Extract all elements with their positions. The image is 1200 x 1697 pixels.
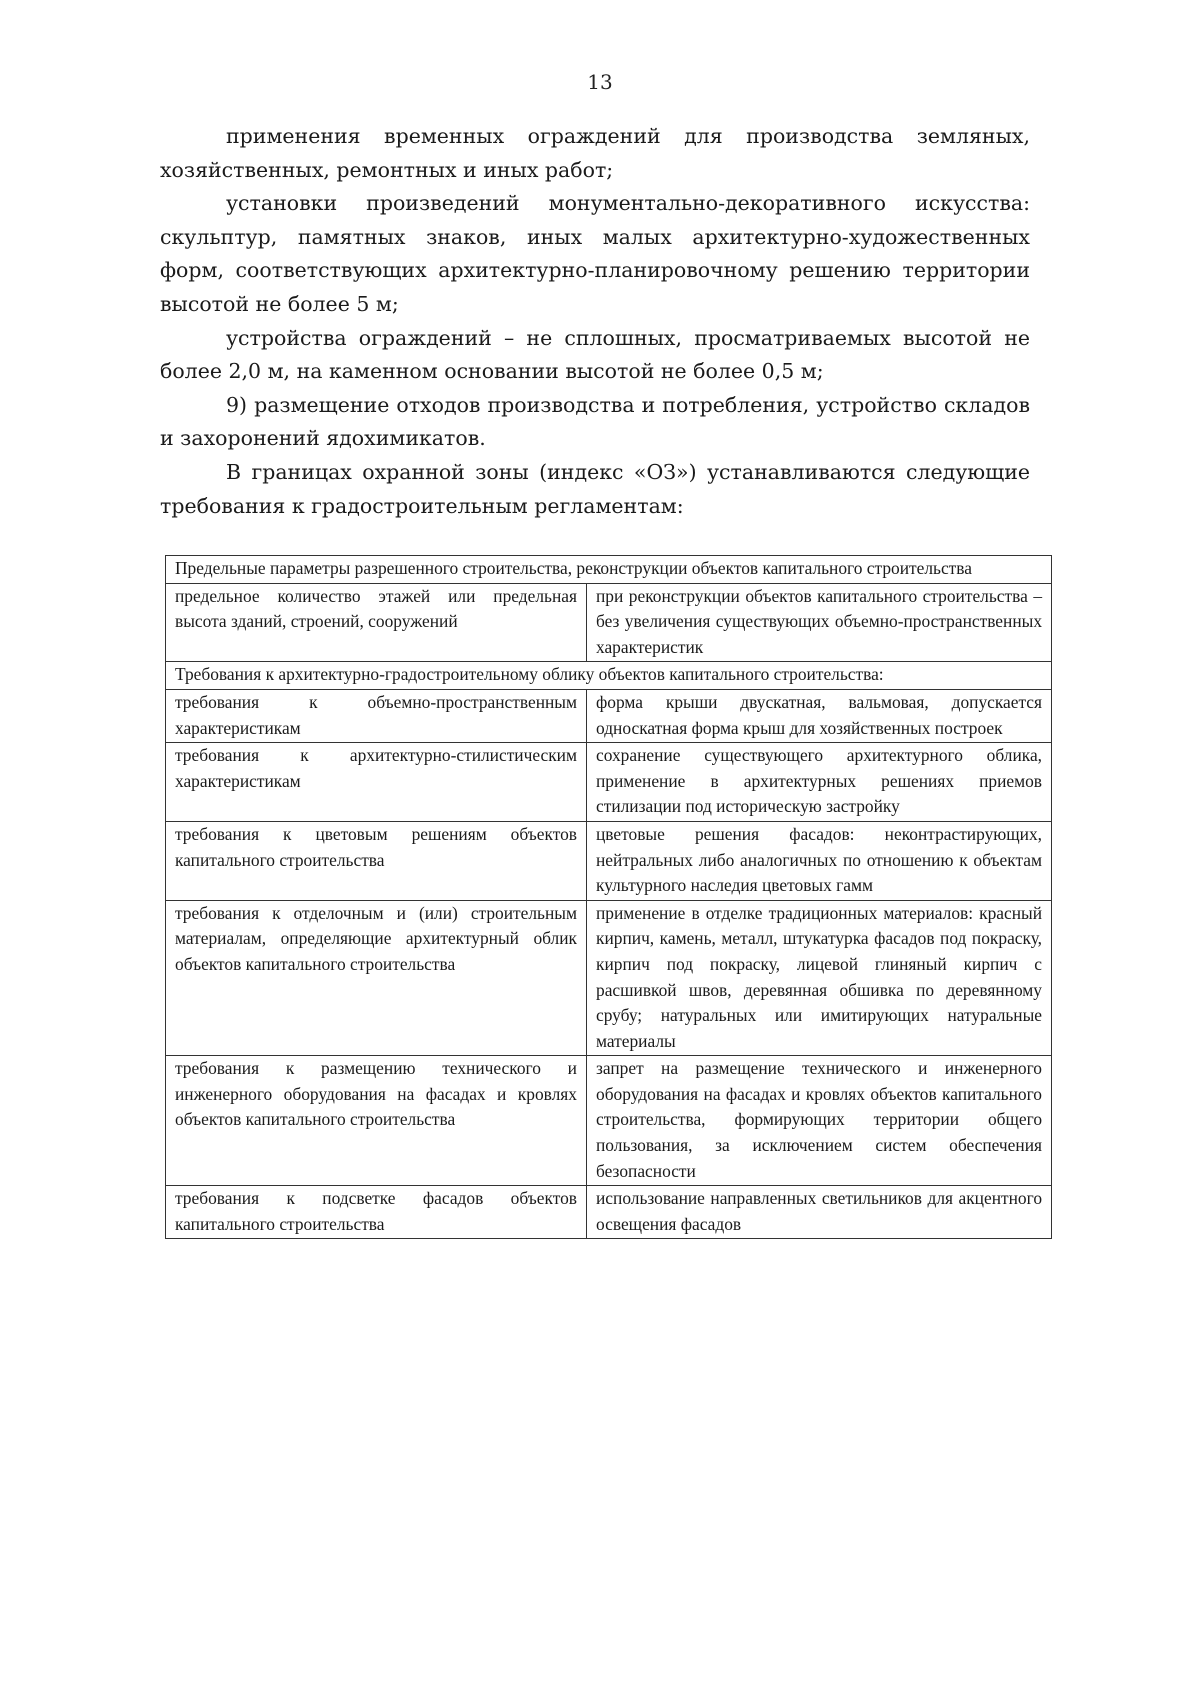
table-row bbox=[166, 821, 1052, 900]
table-cell-label: предельное количество этажей или предельная высота зданий, строений, сооружений bbox=[166, 583, 587, 662]
table-cell-label: требования к отделочным и (или) строительным материалам, определяющие архитектурный облик объектов капитального строительства bbox=[166, 900, 587, 1056]
table-cell-value: использование направленных светильников для акцентного освещения фасадов bbox=[587, 1186, 1052, 1239]
table-section-header: Требования к архитектурно-градостроительному облику объектов капитального строительства: bbox=[166, 662, 1052, 690]
body-text bbox=[160, 120, 1030, 523]
table-cell-value: сохранение существующего архитектурного облика, применение в архитектурных решениях приемов стилизации под историческую застройку bbox=[587, 743, 1052, 822]
table-row bbox=[166, 689, 1052, 742]
table-cell-label: требования к подсветке фасадов объектов капитального строительства bbox=[166, 1186, 587, 1239]
table-cell-value: при реконструкции объектов капитального строительства – без увеличения существующих объемно-пространственных характеристик bbox=[587, 583, 1052, 662]
table-cell-label: требования к объемно-пространственным характеристикам bbox=[166, 689, 587, 742]
table-row bbox=[166, 583, 1052, 662]
table-cell-label: требования к размещению технического и инженерного оборудования на фасадах и кровлях объектов капитального строительства bbox=[166, 1056, 587, 1186]
table-cell-value: цветовые решения фасадов: неконтрастирующих, нейтральных либо аналогичных по отношению к объектам культурного наследия цветовых гамм bbox=[587, 821, 1052, 900]
table-cell-value: запрет на размещение технического и инженерного оборудования на фасадах и кровлях объектов капитального строительства, формирующих территории общего пользования, за исключением систем обеспечения безопасности bbox=[587, 1056, 1052, 1186]
table-row bbox=[166, 900, 1052, 1056]
regulations-table bbox=[165, 555, 1052, 1239]
table-row bbox=[166, 556, 1052, 584]
table-row bbox=[166, 1186, 1052, 1239]
table-cell-value: применение в отделке традиционных материалов: красный кирпич, камень, металл, штукатурка фасадов под покраску, кирпич под покраску, лицевой глиняный кирпич с расшивкой швов, деревянная обшивка по деревянному срубу; натуральных или имитирующих натуральные материалы bbox=[587, 900, 1052, 1056]
table-row bbox=[166, 743, 1052, 822]
page-number: 13 bbox=[587, 70, 613, 94]
table-cell-value: форма крыши двускатная, вальмовая, допускается односкатная форма крыш для хозяйственных построек bbox=[587, 689, 1052, 742]
table-cell-label: требования к цветовым решениям объектов капитального строительства bbox=[166, 821, 587, 900]
paragraph-monumental-art: установки произведений монументально-декоративного искусства: скульптур, памятных знаков, иных малых архитектурно-художественных форм, соответствующих архитектурно-планировочному решению территории высотой не более 5 м; bbox=[160, 191, 1030, 316]
table-row bbox=[166, 662, 1052, 690]
paragraph-waste-placement: 9) размещение отходов производства и потребления, устройство складов и захоронений ядохимикатов. bbox=[160, 392, 1030, 451]
table-cell-label: требования к архитектурно-стилистическим характеристикам bbox=[166, 743, 587, 822]
table-row bbox=[166, 1056, 1052, 1186]
paragraph-temporary-fences: применения временных ограждений для производства земляных, хозяйственных, ремонтных и иных работ; bbox=[160, 124, 1030, 182]
paragraph-protection-zone-intro: В границах охранной зоны (индекс «ОЗ») устанавливаются следующие требования к градостроительным регламентам: bbox=[160, 459, 1030, 518]
table-section-header: Предельные параметры разрешенного строительства, реконструкции объектов капитального строительства bbox=[166, 556, 1052, 584]
paragraph-fence-construction: устройства ограждений – не сплошных, просматриваемых высотой не более 2,0 м, на каменном основании высотой не более 0,5 м; bbox=[160, 325, 1030, 384]
